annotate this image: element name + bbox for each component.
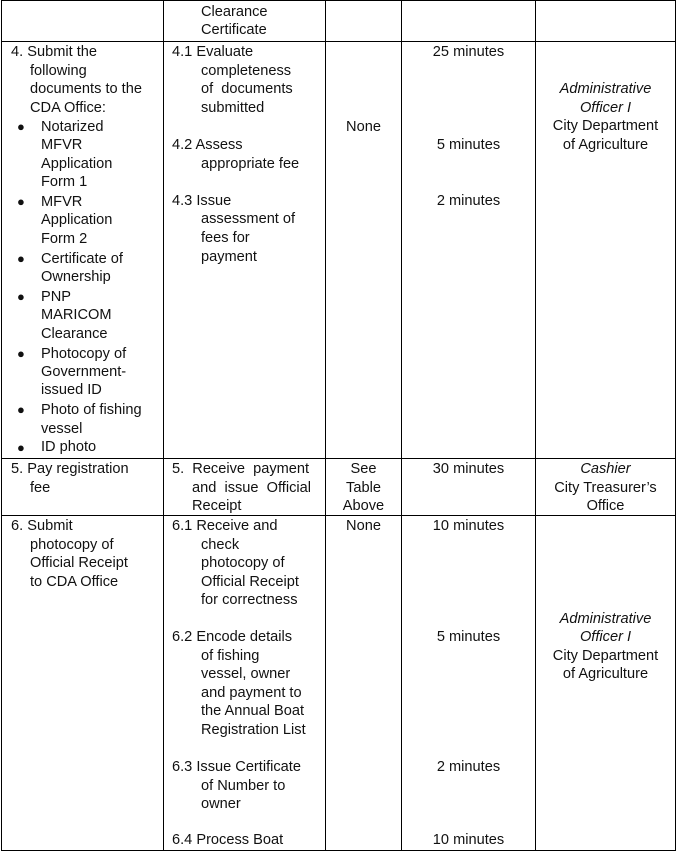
- row5-fee-line: Table: [346, 480, 381, 496]
- row5-action-line: Receipt: [192, 498, 242, 514]
- requirement-line: Application: [41, 212, 113, 228]
- requirement-line: Photocopy of: [41, 346, 127, 362]
- row6-time: 5 minutes: [436, 629, 501, 645]
- row4-time: 5 minutes: [436, 137, 501, 153]
- row4-action-line: 4.1 Evaluate: [172, 44, 254, 60]
- requirement-line: vessel: [41, 421, 83, 437]
- requirement-line: Clearance: [41, 326, 108, 342]
- row6-action-line: for correctness: [201, 592, 298, 608]
- row4-action-line: 4.2 Assess: [172, 137, 243, 153]
- row6-step-line: Official Receipt: [30, 555, 128, 571]
- row-line: [1, 0, 676, 1]
- row6-responsible-office: City Department: [552, 648, 659, 664]
- row4-action-line: appropriate fee: [201, 156, 300, 172]
- row0-action-line: Certificate: [201, 22, 267, 38]
- row5-fee-line: Above: [342, 498, 385, 514]
- requirement-line: ID photo: [41, 439, 97, 455]
- row6-action-line: 6.2 Encode details: [172, 629, 293, 645]
- row6-action-line: vessel, owner: [201, 666, 291, 682]
- requirement-line: Form 1: [41, 174, 88, 190]
- bullet-icon: ●: [17, 346, 25, 361]
- requirement-line: Notarized: [41, 119, 104, 135]
- row6-step-line: 6. Submit: [11, 518, 73, 534]
- requirement-line: MFVR: [41, 194, 83, 210]
- bullet-icon: ●: [17, 194, 25, 209]
- row6-action-line: check: [201, 537, 240, 553]
- requirement-line: Form 2: [41, 231, 88, 247]
- row-line: [1, 850, 676, 851]
- row4-action-line: of documents: [201, 81, 293, 97]
- requirement-line: PNP: [41, 289, 72, 305]
- row4-action-line: payment: [201, 249, 257, 265]
- row6-action-line: the Annual Boat: [201, 703, 305, 719]
- row4-fee: None: [346, 119, 381, 135]
- row5-step-line: fee: [30, 480, 51, 496]
- row4-responsible-role: Officer I: [579, 100, 632, 116]
- row5-time: 30 minutes: [432, 461, 505, 477]
- row-line: [1, 41, 676, 42]
- requirement-line: MARICOM: [41, 307, 112, 323]
- row4-action-line: completeness: [201, 63, 292, 79]
- row6-action-line: and payment to: [201, 685, 302, 701]
- row6-responsible-role: Officer I: [579, 629, 632, 645]
- row5-fee-line: See: [350, 461, 377, 477]
- col-line: [401, 0, 402, 851]
- row4-action-line: 4.3 Issue: [172, 193, 232, 209]
- bullet-icon: ●: [17, 251, 25, 266]
- row5-action-line: and issue Official: [192, 480, 311, 496]
- bullet-icon: ●: [17, 289, 25, 304]
- requirement-line: issued ID: [41, 382, 102, 398]
- col-line: [1, 0, 2, 851]
- row4-responsible-role: Administrative: [559, 81, 652, 97]
- col-line: [163, 0, 164, 851]
- row0-action-line: Clearance: [201, 4, 268, 20]
- row4-step-line: 4. Submit the: [11, 44, 97, 60]
- row6-action-line: Registration List: [201, 722, 306, 738]
- row6-action-line: of Number to: [201, 778, 286, 794]
- row5-responsible-role: Cashier: [580, 461, 631, 477]
- row6-action-line: 6.4 Process Boat: [172, 832, 284, 848]
- row6-action-line: 6.1 Receive and: [172, 518, 278, 534]
- row4-time: 2 minutes: [436, 193, 501, 209]
- row6-responsible-office: of Agriculture: [562, 666, 649, 682]
- row6-step-line: photocopy of: [30, 537, 114, 553]
- requirement-line: Photo of fishing: [41, 402, 142, 418]
- row5-action-line: 5. Receive payment: [172, 461, 310, 477]
- row6-time: 10 minutes: [432, 518, 505, 534]
- requirement-line: Government-: [41, 364, 127, 380]
- row5-step-line: 5. Pay registration: [11, 461, 129, 477]
- row4-responsible-office: City Department: [552, 118, 659, 134]
- row4-step-line: documents to the: [30, 81, 142, 97]
- bullet-icon: ●: [17, 119, 25, 134]
- row4-action-line: assessment of: [201, 211, 296, 227]
- requirement-line: Application: [41, 156, 113, 172]
- row5-responsible-office: City Treasurer’s: [554, 480, 657, 496]
- row6-action-line: Official Receipt: [201, 574, 299, 590]
- row4-action-line: submitted: [201, 100, 265, 116]
- row4-time: 25 minutes: [432, 44, 505, 60]
- row6-action-line: photocopy of: [201, 555, 285, 571]
- row6-action-line: of fishing: [201, 648, 260, 664]
- row6-time: 2 minutes: [436, 759, 501, 775]
- bullet-icon: ●: [17, 402, 25, 417]
- requirement-line: MFVR: [41, 137, 83, 153]
- row6-step-line: to CDA Office: [30, 574, 119, 590]
- row6-time: 10 minutes: [432, 832, 505, 848]
- row6-fee: None: [346, 518, 381, 534]
- row4-step-line: following: [30, 63, 87, 79]
- row6-action-line: owner: [201, 796, 241, 812]
- col-line: [675, 0, 676, 851]
- requirement-line: Ownership: [41, 269, 111, 285]
- row5-responsible-office: Office: [586, 498, 625, 514]
- row-line: [1, 458, 676, 459]
- row4-step-line: CDA Office:: [30, 100, 106, 116]
- row6-action-line: 6.3 Issue Certificate: [172, 759, 301, 775]
- row4-action-line: fees for: [201, 230, 250, 246]
- row4-responsible-office: of Agriculture: [562, 137, 649, 153]
- requirement-line: Certificate of: [41, 251, 123, 267]
- row6-responsible-role: Administrative: [559, 611, 652, 627]
- bullet-icon: ●: [17, 440, 25, 455]
